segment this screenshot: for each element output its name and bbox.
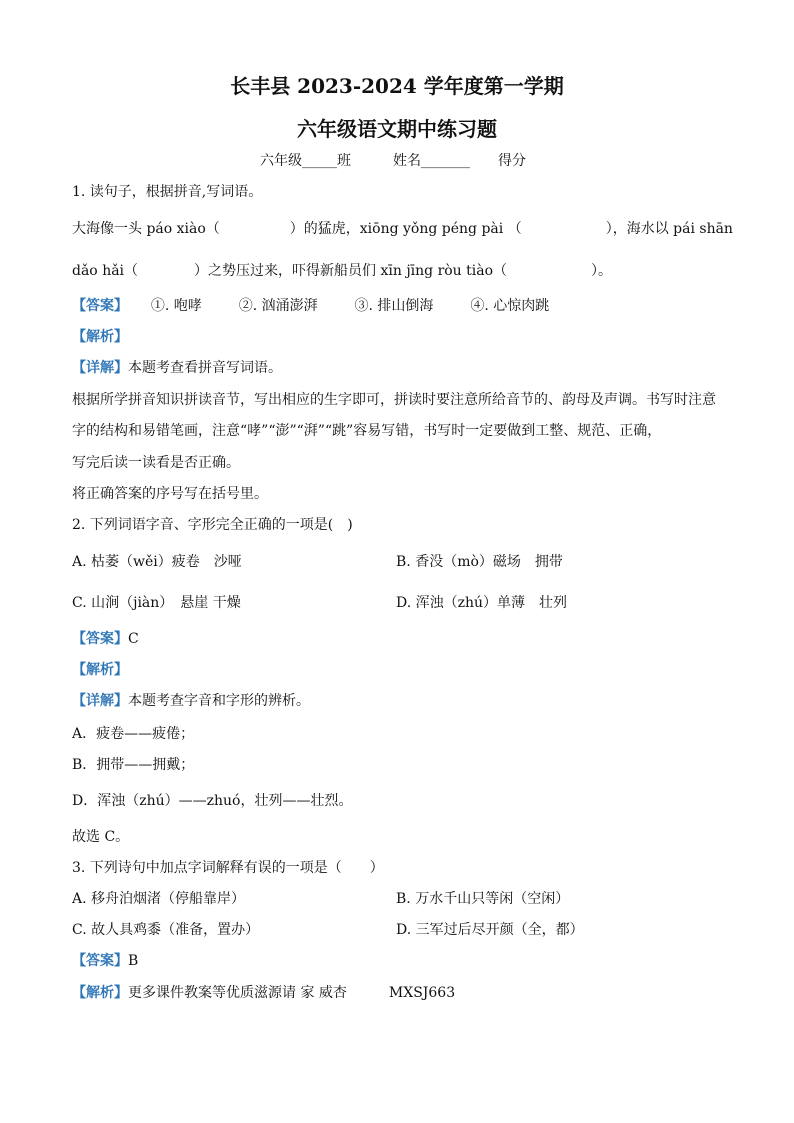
- q2-answer: C: [128, 631, 139, 647]
- answer-tag: 【答案】: [72, 953, 128, 969]
- q2-detail-text: 本题考查字音和字形的辨析。: [128, 693, 310, 709]
- detail-tag: 【详解】: [72, 693, 128, 709]
- q3-option-a: A. 移舟泊烟渚（停船靠岸）: [72, 891, 246, 907]
- q1-answer-3: ③. 排山倒海: [354, 298, 434, 314]
- q1-para3: 写完后读一读看是否正确。: [72, 455, 240, 471]
- q1-answer-1: ①. 咆哮: [150, 298, 202, 314]
- q3-analysis-text: 更多课件教案等优质滋源请 家 威杏 MXSJ663: [128, 985, 456, 1001]
- q1-sentence-line1: 大海像一头 páo xiào（ ）的猛虎，xiōng yǒng péng pài （ ），海水以 pái shān: [72, 221, 733, 237]
- detail-tag: 【详解】: [72, 360, 128, 376]
- q2-conclusion: 故选 C。: [72, 829, 130, 845]
- q1-para1: 根据所学拼音知识拼读音节，写出相应的生字即可，拼读时要注意所给音节的、韵母及声调。书写时注意: [72, 392, 716, 408]
- q3-answer-row: [72, 952, 138, 970]
- q1-answer-row: [72, 297, 549, 315]
- q3-option-d: D. 三军过后尽开颜（全，都）: [396, 922, 584, 938]
- student-info-line: 六年级_____班 姓名_______ 得分: [260, 153, 526, 169]
- q1-para2: 字的结构和易错笔画，注意“哮”“澎”“湃”“跳”容易写错，书写时一定要做到工整、规范、正确，: [72, 423, 662, 439]
- answer-tag: 【答案】: [72, 631, 128, 647]
- q2-option-c: C. 山涧（jiàn） 悬崖 干燥: [72, 595, 241, 611]
- q1-answer-4: ④. 心惊肉跳: [470, 298, 550, 314]
- q3-option-b: B. 万水千山只等闲（空闲）: [396, 891, 570, 907]
- q2-line-d: D．浑浊（zhú）——zhuó，壮列——壮烈。: [72, 793, 353, 809]
- q1-answer-2: ②. 汹涌澎湃: [238, 298, 318, 314]
- q1-stem: 1. 读句子，根据拼音,写词语。: [72, 184, 263, 200]
- q2-option-d: D. 浑浊（zhú）单薄 壮列: [396, 595, 568, 611]
- q2-stem: 2. 下列词语字音、字形完全正确的一项是( ): [72, 517, 353, 533]
- q2-option-a: A. 枯萎（wěi）疲卷 沙哑: [72, 554, 242, 570]
- q1-detail: [72, 359, 282, 377]
- q3-stem: 3. 下列诗句中加点字词解释有误的一项是（ ）: [72, 860, 384, 876]
- document-title: 长丰县 2023-2024 学年度第一学期: [230, 74, 564, 98]
- q2-line-b: B．拥带——拥戴；: [72, 757, 195, 773]
- q1-analysis-tag: 【解析】: [72, 329, 128, 345]
- q1-sentence-line2: dǎo hǎi（ ）之势压过来，吓得新船员们 xīn jīng ròu tiào（ ）。: [72, 263, 613, 279]
- document-subtitle: 六年级语文期中练习题: [297, 117, 497, 141]
- q2-line-a: A．疲卷——疲倦；: [72, 726, 195, 742]
- answer-tag: 【答案】: [72, 298, 128, 314]
- q2-option-b: B. 香没（mò）磁场 拥带: [396, 554, 563, 570]
- q2-detail: [72, 692, 310, 710]
- q1-para4: 将正确答案的序号写在括号里。: [72, 486, 268, 502]
- q3-analysis-row: [72, 984, 455, 1002]
- q3-answer: B: [128, 953, 139, 969]
- q2-analysis-tag: 【解析】: [72, 662, 128, 678]
- q2-answer-row: [72, 630, 139, 648]
- q3-option-c: C. 故人具鸡黍（准备，置办）: [72, 922, 260, 938]
- q1-detail-text: 本题考查看拼音写词语。: [128, 360, 282, 376]
- analysis-tag: 【解析】: [72, 985, 128, 1001]
